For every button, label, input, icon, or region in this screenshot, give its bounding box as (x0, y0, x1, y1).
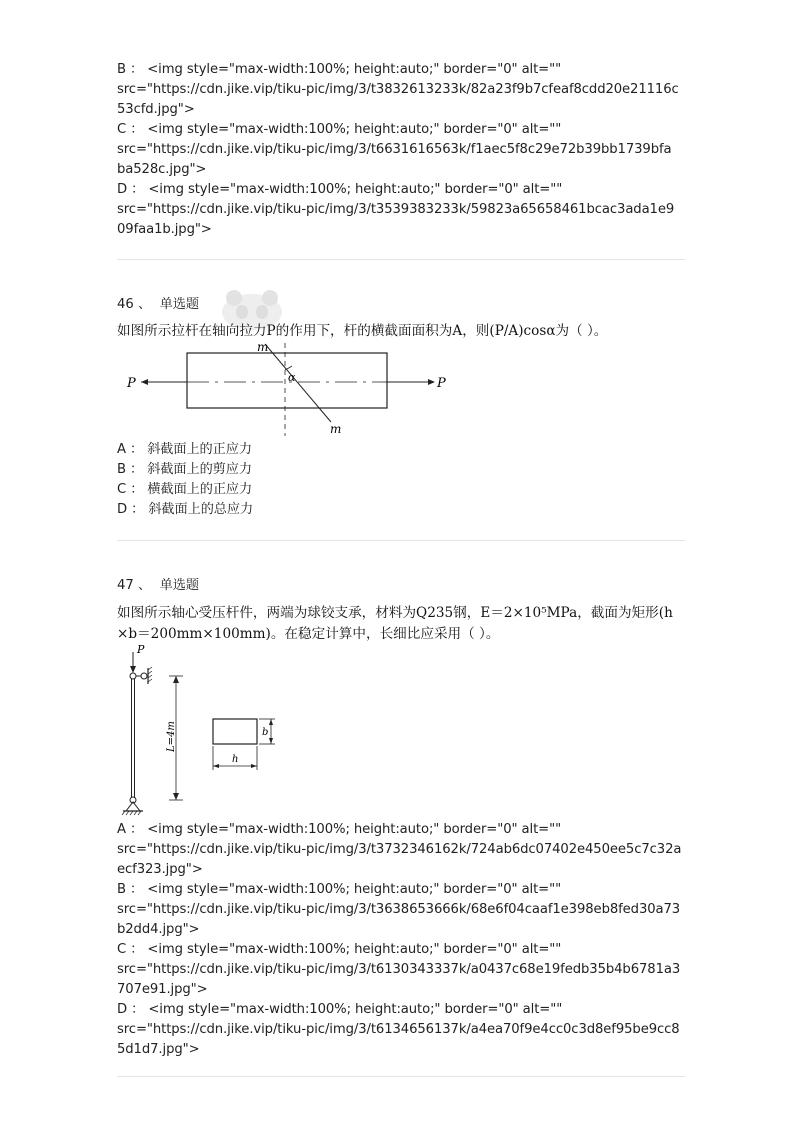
q46-option-b[interactable] (117, 460, 685, 480)
option-sep: ： (130, 822, 144, 837)
q46-option-c[interactable] (117, 480, 685, 500)
option-text: <img style="max-width:100%; height:auto;" border="0" alt="" src="https://cdn.jike.vip/tiku-pic/img/3/t6130343337k/a0437c68e19fedb35b4b6781a3 707e91.jpg"> (117, 942, 681, 997)
option-sep: ： (131, 502, 145, 517)
option-sep: ： (130, 482, 144, 497)
q47-question-text-line2: ×b＝200mm×100mm)。在稳定计算中，长细比应采用（ ）。 (117, 626, 500, 642)
section-label-bottom: m (330, 422, 342, 436)
option-text: <img style="max-width:100%; height:auto;" border="0" alt="" src="https://cdn.jike.vip/tiku-pic/img/3/t3539383233k/59823a65658461bcac3ada1e9 09faa1b.jpg"> (117, 182, 675, 237)
q47-option-c[interactable] (117, 940, 685, 1000)
option-key: D (117, 182, 128, 197)
question-number: 47 (117, 578, 134, 593)
option-sep: ： (130, 942, 144, 957)
q47-option-a[interactable] (117, 820, 685, 880)
question-sep: 、 (137, 578, 152, 593)
option-key: D (117, 502, 128, 517)
load-label-left: P (127, 376, 136, 391)
divider (117, 540, 685, 541)
dim-b-label: b (262, 727, 269, 738)
q45-option-d[interactable] (117, 180, 685, 240)
option-text: 斜截面上的总应力 (148, 502, 254, 517)
question-type: 单选题 (159, 578, 200, 593)
option-sep: ： (130, 882, 144, 897)
option-text: <img style="max-width:100%; height:auto;" border="0" alt="" src="https://cdn.jike.vip/tiku-pic/img/3/t3832613233k/82a23f9b7cfeaf8cdd20e21116c 53cfd.jpg"> (117, 62, 679, 117)
option-sep: ： (130, 442, 144, 457)
option-key: B (117, 882, 126, 897)
q45-options (117, 60, 685, 240)
option-sep: ： (131, 182, 145, 197)
option-key: B (117, 62, 126, 77)
option-text: <img style="max-width:100%; height:auto;" border="0" alt="" src="https://cdn.jike.vip/tiku-pic/img/3/t3638653666k/68e6f04caaf1e398eb8fed30a73 b2dd4.jpg"> (117, 882, 681, 937)
q46-header (117, 295, 199, 315)
q47-figure-column (117, 642, 297, 820)
option-key: C (117, 482, 127, 497)
option-sep: ： (131, 1002, 145, 1017)
load-label: P (137, 643, 145, 656)
q47-question-text-line1: 如图所示轴心受压杆件，两端为球铰支承，材料为Q235钢，E＝2×10⁵MPa，截面为矩形(h (117, 605, 673, 621)
option-text: 斜截面上的正应力 (147, 442, 252, 457)
option-sep: ： (130, 462, 144, 477)
option-text: <img style="max-width:100%; height:auto;" border="0" alt="" src="https://cdn.jike.vip/tiku-pic/img/3/t6134656137k/a4ea70f9e4cc0c3d8ef95be9cc8 5d1d7.jpg"> (117, 1002, 680, 1057)
angle-label: α (288, 371, 296, 384)
divider (117, 259, 685, 260)
q47-header (117, 576, 199, 596)
q45-option-c[interactable] (117, 120, 685, 180)
option-sep: ： (130, 62, 144, 77)
divider (117, 1076, 685, 1077)
option-sep: ： (130, 122, 144, 137)
q46-question-text: 如图所示拉杆在轴向拉力P的作用下，杆的横截面面积为A，则(P/A)cosα为（ ）。 (117, 323, 608, 339)
q47-option-b[interactable] (117, 880, 685, 940)
option-text: 斜截面上的剪应力 (147, 462, 252, 477)
option-text: 横截面上的正应力 (147, 482, 253, 497)
option-text: <img style="max-width:100%; height:auto;" border="0" alt="" src="https://cdn.jike.vip/tiku-pic/img/3/t3732346162k/724ab6dc07402e450ee5c7c32a ecf323.jpg"> (117, 822, 682, 877)
option-key: A (117, 442, 126, 457)
q46-figure-axial-bar (117, 338, 457, 440)
q46-options (117, 440, 685, 520)
question-sep: 、 (137, 297, 152, 312)
option-key: B (117, 462, 126, 477)
option-key: C (117, 122, 127, 137)
q46-option-d[interactable] (117, 500, 685, 520)
dim-h-label: h (232, 754, 239, 765)
option-key: C (117, 942, 127, 957)
section-label-top: m (257, 340, 269, 354)
option-key: D (117, 1002, 128, 1017)
load-label-right: P (437, 376, 446, 391)
q46-option-a[interactable] (117, 440, 685, 460)
q47-option-d[interactable] (117, 1000, 685, 1060)
option-text: <img style="max-width:100%; height:auto;" border="0" alt="" src="https://cdn.jike.vip/tiku-pic/img/3/t6631616563k/f1aec5f8c29e72b39bb1739bfa ba528c.jpg"> (117, 122, 672, 177)
question-number: 46 (117, 297, 134, 312)
q47-options (117, 820, 685, 1060)
q45-option-b[interactable] (117, 60, 685, 120)
option-key: A (117, 822, 126, 837)
length-label: L=4m (166, 721, 177, 752)
question-type: 单选题 (159, 297, 200, 312)
